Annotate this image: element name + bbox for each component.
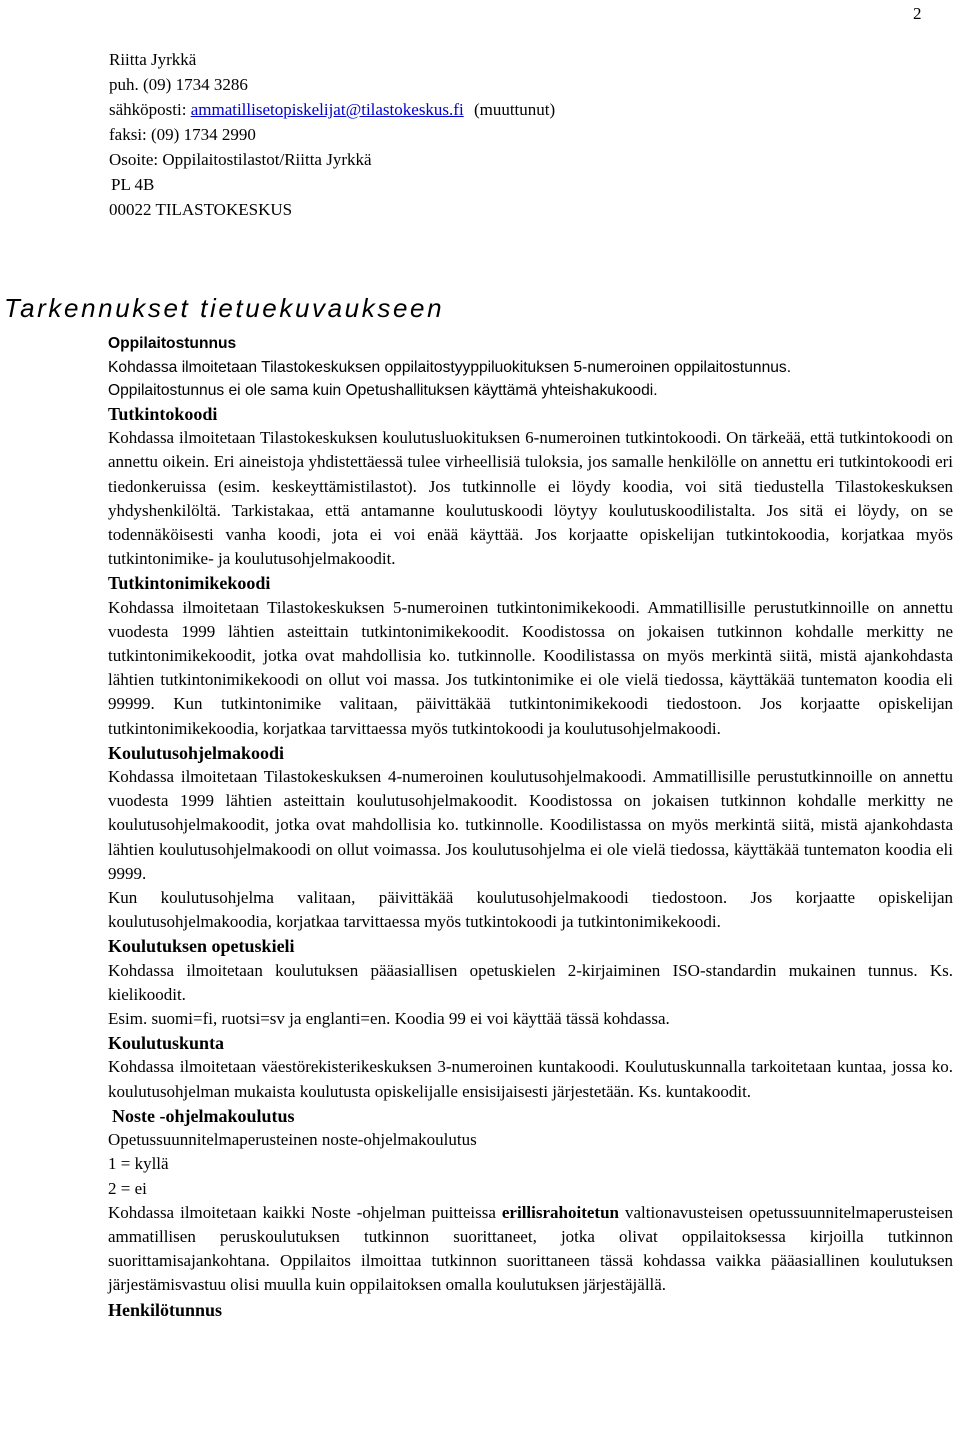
section-text: Kohdassa ilmoitetaan Tilastokeskuksen 4-numeroinen koulutusohjelmakoodi. Ammatillisille perustutkinnoille on annettu vuodesta 1999 lähtien asteittain koulutusohjelmakoodit. Koodistossa on jokaisen tutkinnon kohdalle merkitty ne koulutusohjelmakoodit, jotka ovat mahdollisia ko. tutkinnolle. Koodilistassa on myös merkintä siitä, mistä ajankohdasta lähtien koulutusohjelmakoodi on ollut voimassa. Jos koulutusohjelma ei ole vielä tiedossa, käyttäkää tuntematon koodia eli 9999. xyxy=(108,767,953,883)
section-text xyxy=(108,1201,953,1298)
section-text: Esim. suomi=fi, ruotsi=sv ja englanti=en. Koodia 99 ei voi käyttää tässä kohdassa. xyxy=(108,1009,670,1029)
contact-fax: faksi: (09) 1734 2990 xyxy=(109,125,256,144)
text-run: Kohdassa ilmoitetaan kaikki Noste -ohjelman puitteissa xyxy=(108,1202,502,1222)
section-text: Opetussuunnitelmaperusteinen noste-ohjelmakoulutus xyxy=(108,1130,477,1150)
bold-text-run: erillisrahoitetun xyxy=(501,1202,619,1222)
section-text: Kohdassa ilmoitetaan Tilastokeskuksen 5-numeroinen tutkintonimikekoodi. Ammatillisille perustutkinnoille on annettu vuodesta 1999 lähtien asteittain tutkintonimikekoodit. Koodistossa on jokaisen tutkinnon kohdalle merkitty ne tutkintonimikekoodit, jotka ovat mahdollisia ko. tutkinnolle. Koodilistassa on myös merkintä siitä, mistä ajankohdasta lähtien tutkintonimikekoodi on ollut voi massa. Jos tutkintonimike ei ole vielä tiedossa, käyttäkää tuntematon koodia eli 99999. Kun tutkintonimike valitaan, päivittäkää tutkintonimikekoodi tiedostoon. Jos korjaatte opiskelijan tutkintonimikekoodia, korjatkaa tarvittaessa myös tutkintokoodi ja koulutusohjelmakoodi. xyxy=(108,597,953,738)
section-text: 2 = ei xyxy=(108,1178,147,1198)
section-text: Kohdassa ilmoitetaan Tilastokeskuksen koulutusluokituksen 6-numeroinen tutkintokoodi. On tärkeää, että tutkintokoodi on annettu oikein. Eri aineistoja yhdistettäessä tulee virheellisiä tuloksia, jos samalle henkilölle on annettu eri tutkintokoodi eri tiedonkeruissa (esim. keskeyttämistilastot). Jos tutkinnolle ei löydy koodia, voi sitä tiedustella Tilastokeskuksen yhdyshenkilöltä. Tarkistakaa, että antamanne koulutuskoodi löytyy koulutuskoodilistalta. Jos sitä ei löydy, on se todennäköisesti vanha koodi, jota ei voi enää käyttää. Jos korjaatte opiskelijan tutkintokoodia, korjatkaa myös tutkintonimike- ja koulutusohjelmakoodit. xyxy=(108,428,953,569)
text-run: valtionavusteisen opetussuunnitelmaperusteisen ammatillisen peruskoulutuksen tutkinnon suorittaneet, jotka olivat oppilaitoksessa kirjoilla tutkinnon suorittamisajankohtana. Oppilaitos ilmoittaa tutkinnon suorittaneen tässä kohdassa vaikka pääasiallinen koulutuksen järjestämisvastuu olisi muulla kuin oppilaitoksen omalla koulutuksen järjestäjällä. xyxy=(108,1202,953,1295)
contact-block xyxy=(109,47,555,222)
document-body xyxy=(108,402,953,1322)
contact-email-line xyxy=(109,97,555,122)
section-heading: Tutkintokoodi xyxy=(108,404,218,424)
section-heading: Koulutusohjelmakoodi xyxy=(108,742,285,763)
page-number: 2 xyxy=(913,4,922,23)
page-title: Tarkennukset tietuekuvaukseen xyxy=(4,293,445,323)
section-text: Kun koulutusohjelma valitaan, päivittäkää koulutusohjelmakoodi tiedostoon. Jos korjaatte opiskelijan koulutusohjelmakoodia, korjatkaa tarvittaessa myös tutkintokoodi ja tutkintonimikekoodi. xyxy=(108,888,953,932)
section-heading: Oppilaitostunnus xyxy=(108,335,237,352)
section-text: Kohdassa ilmoitetaan koulutuksen pääasiallisen opetuskielen 2-kirjaiminen ISO-standardin mukainen tunnus. Ks. kielikoodit. xyxy=(108,960,953,1004)
contact-address-3: 00022 TILASTOKESKUS xyxy=(109,200,293,219)
section-heading: Koulutuksen opetuskieli xyxy=(108,936,295,957)
email-note: (muuttunut) xyxy=(473,100,556,119)
contact-phone: puh. (09) 1734 3286 xyxy=(109,75,248,94)
section-heading: Noste -ohjelmakoulutus xyxy=(112,1105,295,1126)
contact-address-2: PL 4B xyxy=(111,175,155,194)
contact-name: Riitta Jyrkkä xyxy=(109,50,197,69)
email-label: sähköposti: xyxy=(109,100,187,119)
email-link[interactable]: ammatillisetopiskelijat@tilastokeskus.fi xyxy=(190,100,464,119)
section-text: Oppilaitostunnus ei ole sama kuin Opetushallituksen käyttämä yhteishakukoodi. xyxy=(108,382,658,400)
section-text: Kohdassa ilmoitetaan Tilastokeskuksen oppilaitostyyppiluokituksen 5-numeroinen oppilaitostunnus. xyxy=(108,358,792,376)
section-text: 1 = kyllä xyxy=(108,1154,169,1174)
section-oppilaitostunnus xyxy=(108,332,958,403)
section-heading: Henkilötunnus xyxy=(108,1299,223,1320)
section-heading: Koulutuskunta xyxy=(108,1033,225,1054)
section-heading: Tutkintonimikekoodi xyxy=(108,573,271,594)
contact-address-1: Osoite: Oppilaitostilastot/Riitta Jyrkkä xyxy=(109,150,372,169)
section-text: Kohdassa ilmoitetaan väestörekisterikeskuksen 3-numeroinen kuntakoodi. Koulutuskunnalla tarkoitetaan kuntaa, jossa ko. koulutusohjelman mukaista koulutusta opiskelijalle ensisijaisesti järjestetään. Ks. kuntakoodit. xyxy=(108,1057,953,1101)
